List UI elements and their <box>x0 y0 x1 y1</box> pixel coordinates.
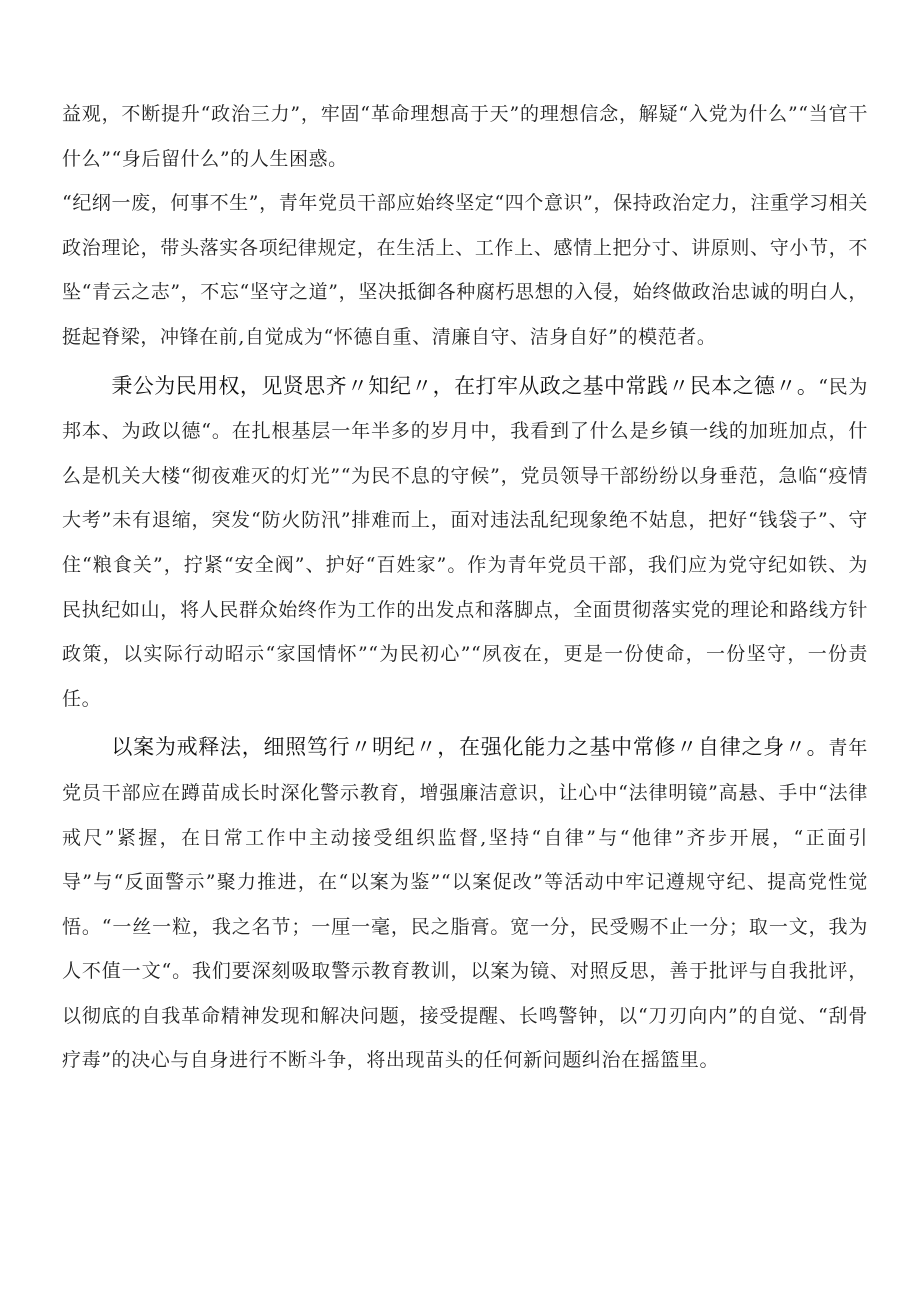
section-know-discipline <box>62 364 868 722</box>
paragraph-text: “民为邦本、为政以德“。在扎根基层一年半多的岁月中，我看到了什么是乡镇一线的加班加点，什么是机关大楼“彻夜难灭的灯光”“为民不息的守候”，党员领导干部纷纷以身垂范，急临“疫情大考”未有退缩，突发“防火防汛”排难而上，面对违法乱纪现象绝不姑息，把好“钱袋子”、守住“粮食关”，拧紧“安全阀”、护好“百姓家”。作为青年党员干部，我们应为党守纪如铁、为民执纪如山，将人民群众始终作为工作的出发点和落脚点，全面贯彻落实党的理论和路线方针政策，以实际行动昭示“家国情怀”“为民初心”“夙夜在，更是一份使命，一份坚守，一份责任。 <box>62 375 869 710</box>
paragraph-text: 益观，不断提升“政治三力”，牢固“革命理想高于天”的理想信念，解疑“入党为什么”“当官干什么”“身后留什么”的人生困惑。 <box>62 103 868 170</box>
section-understand-discipline <box>62 725 868 1083</box>
paragraph-text: “纪纲一废，何事不生”，青年党员干部应始终坚定“四个意识”，保持政治定力，注重学习相关政治理论，带头落实各项纪律规定，在生活上、工作上、感情上把分寸、讲原则、守小节，不坠“青云之志”，不忘“坚守之道”，坚决抵御各种腐朽思想的入侵，始终做政治忠诚的明白人，挺起脊梁，冲锋在前,自觉成为“怀德自重、清廉自守、洁身自好”的模范者。 <box>62 192 868 348</box>
section-heading: 秉公为民用权，见贤思齐〃知纪〃，在打牢从政之基中常践〃民本之德〃。 <box>111 373 819 398</box>
paragraph-discipline <box>62 181 868 359</box>
paragraph-text: 青年党员干部应在蹲苗成长时深化警示教育，增强廉洁意识，让心中“法律明镜”高悬、手中“法律戒尺”紧握，在日常工作中主动接受组织监督,坚持“自律”与“他律”齐步开展，“正面引导”与“反面警示”聚力推进，在“以案为鉴”“以案促改”等活动中牢记遵规守纪、提高党性觉悟。“一丝一粒，我之名节；一厘一毫，民之脂膏。宽一分，民受赐不止一分；取一文，我为人不值一文“。我们要深刻吸取警示教育教训，以案为镜、对照反思，善于批评与自我批评，以彻底的自我革命精神发现和解决问题，接受提醒、长鸣警钟，以“刀刃向内”的自觉、“刮骨疗毒”的决心与自身进行不断斗争，将出现苗头的任何新问题纠治在摇篮里。 <box>62 737 869 1072</box>
paragraph-political-belief <box>62 92 868 181</box>
section-heading: 以案为戒释法，细照笃行〃明纪〃，在强化能力之基中常修〃自律之身〃。 <box>111 735 829 760</box>
